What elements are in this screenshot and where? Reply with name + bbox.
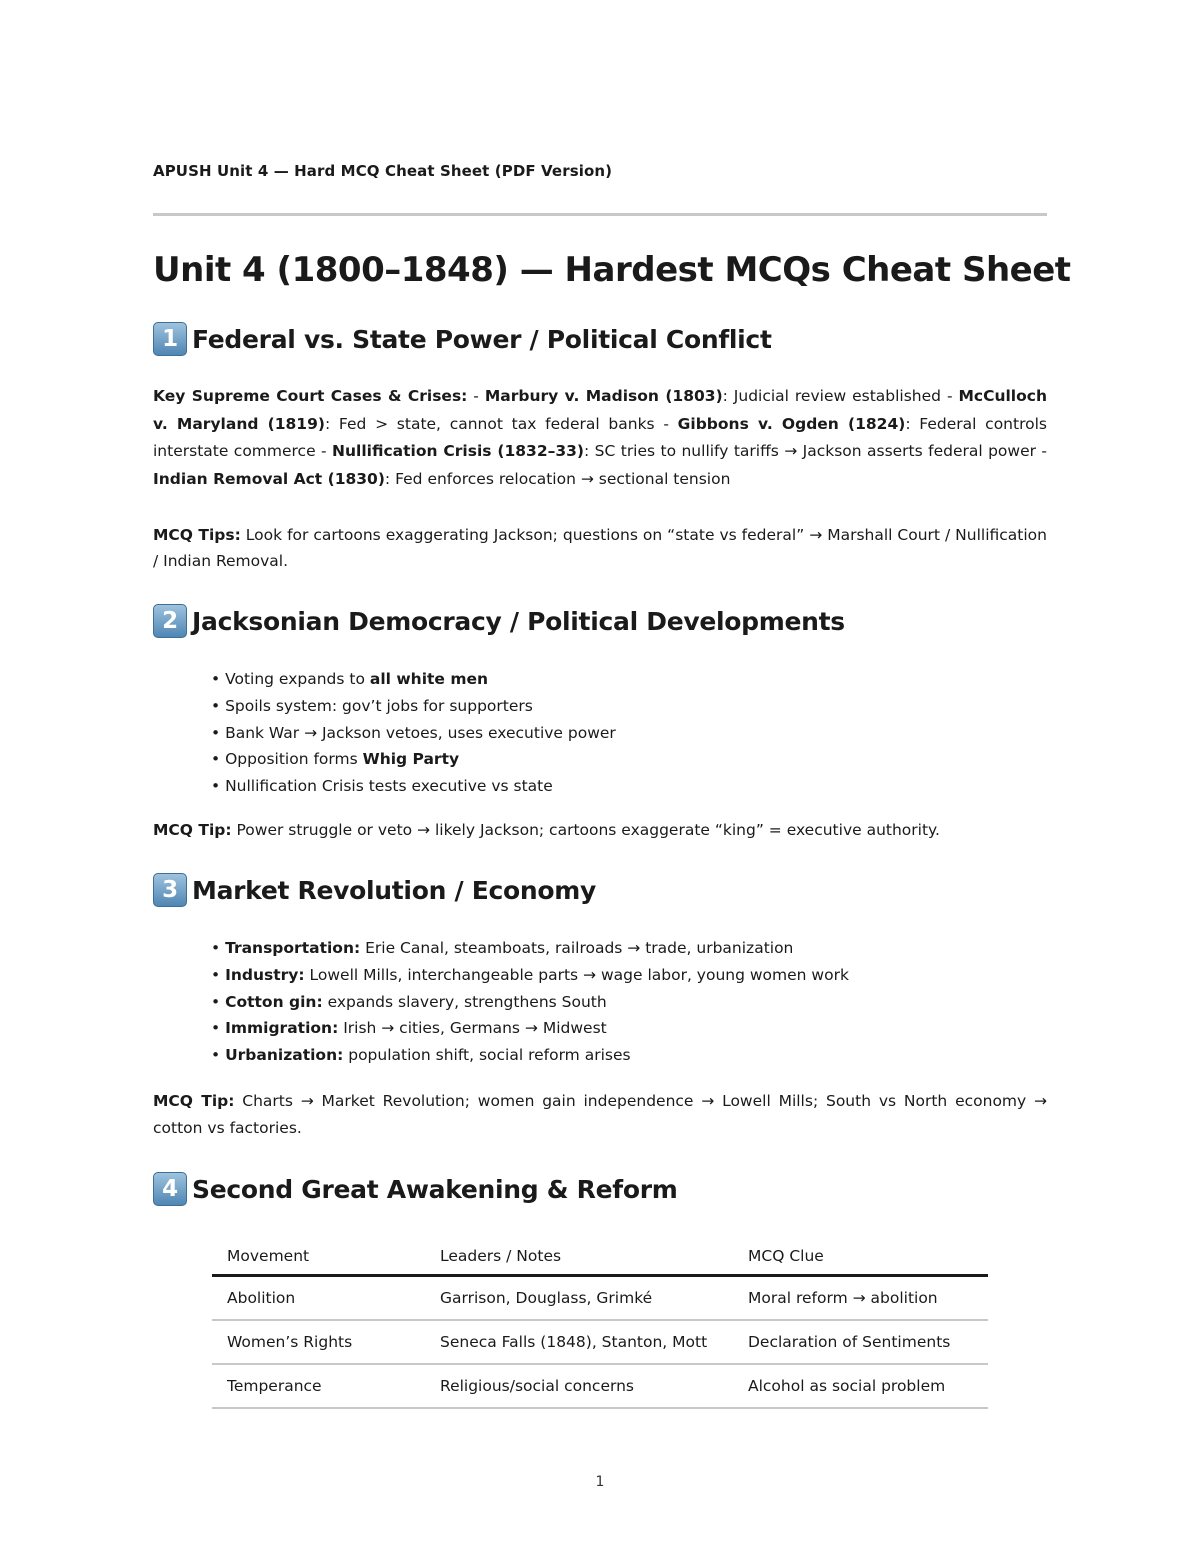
cases-lead: Key Supreme Court Cases & Crises:: [153, 387, 468, 405]
section-3-heading: [153, 873, 596, 907]
keycap-four-icon: 4: [153, 1172, 187, 1206]
table-cell: Garrison, Douglass, Grimké: [425, 1276, 733, 1321]
table-row: [212, 1320, 988, 1364]
list-item: • Immigration: Irish → cities, Germans → Midwest: [211, 1019, 607, 1038]
list-item: • Transportation: Erie Canal, steamboats, railroads → trade, urbanization: [211, 939, 794, 957]
market-revolution-bullet-list: [211, 935, 849, 1069]
tip-text: Power struggle or veto → likely Jackson; cartoons exaggerate “king” = executive authority.: [231, 821, 940, 839]
section-3-tip: [153, 1088, 1047, 1142]
section-1-title: Federal vs. State Power / Political Conflict: [192, 324, 772, 354]
reform-table-container: [212, 1237, 988, 1409]
table-header-row: [212, 1237, 988, 1276]
running-header: APUSH Unit 4 — Hard MCQ Cheat Sheet (PDF Version): [153, 162, 613, 180]
list-item: • Opposition forms Whig Party: [211, 750, 460, 769]
tip-label: MCQ Tip:: [153, 1092, 235, 1110]
case-desc: : Judicial review established: [722, 387, 942, 405]
tip-text: Charts → Market Revolution; women gain independence → Lowell Mills; South vs North economy → cotton vs factories.: [153, 1092, 1048, 1137]
table-cell: Abolition: [212, 1276, 425, 1321]
page-title: Unit 4 (1800–1848) — Hardest MCQs Cheat Sheet: [153, 250, 1071, 290]
tip-label: MCQ Tip:: [153, 821, 232, 839]
court-cases-paragraph: Key Supreme Court Cases & Crises: - Marbury v. Madison (1803): Judicial review established - McCulloch v. Maryland (1819): Fed > state, cannot tax federal banks - Gibbons v. Ogden (1824): Federal controls interstate commerce - Nullification Crisis (1832–33): SC tries to nullify tariffs → Jackson asserts federal power - Indian Removal Act (1830): Fed enforces relocation → sectional tension: [153, 387, 1047, 488]
list-item: • Spoils system: gov’t jobs for supporters: [211, 696, 533, 715]
section-1-tip: [153, 522, 1047, 574]
reform-table: [212, 1237, 988, 1409]
table-row: [212, 1276, 988, 1321]
list-item: • Nullification Crisis tests executive vs state: [211, 777, 553, 796]
table-cell: Moral reform → abolition: [733, 1276, 988, 1321]
tip-text: Look for cartoons exaggerating Jackson; questions on “state vs federal” → Marshall Court / Nullification / Indian Removal.: [153, 526, 1047, 570]
keycap-three-icon: 3: [153, 873, 187, 907]
column-header: Movement: [212, 1237, 425, 1276]
header-divider: [153, 213, 1047, 216]
section-4-title: Second Great Awakening & Reform: [192, 1174, 678, 1204]
case-desc: : Fed enforces relocation → sectional tension: [384, 469, 731, 488]
table-cell: Religious/social concerns: [425, 1364, 733, 1408]
case-name: Marbury v. Madison (1803): [484, 387, 723, 405]
table-row: [212, 1364, 988, 1408]
case-desc: : SC tries to nullify tariffs → Jackson asserts federal power: [584, 442, 1036, 460]
column-header: Leaders / Notes: [425, 1237, 733, 1276]
case-name: Indian Removal Act (1830): [153, 469, 385, 488]
case-name: Gibbons v. Ogden (1824): [677, 414, 906, 433]
keycap-one-icon: 1: [153, 322, 187, 356]
list-item: • Bank War → Jackson vetoes, uses executive power: [211, 723, 616, 742]
table-cell: Declaration of Sentiments: [733, 1320, 988, 1364]
keycap-two-icon: 2: [153, 604, 187, 638]
case-name: Nullification Crisis (1832–33): [332, 442, 585, 460]
table-cell: Seneca Falls (1848), Stanton, Mott: [425, 1320, 733, 1364]
list-item: • Urbanization: population shift, social reform arises: [211, 1046, 631, 1065]
column-header: MCQ Clue: [733, 1237, 988, 1276]
section-3-title: Market Revolution / Economy: [192, 875, 597, 905]
table-cell: Temperance: [212, 1364, 425, 1408]
tip-label: MCQ Tips:: [153, 526, 241, 544]
table-cell: Alcohol as social problem: [733, 1364, 988, 1408]
list-item: • Voting expands to all white men: [211, 670, 489, 688]
list-item: • Industry: Lowell Mills, interchangeable parts → wage labor, young women work: [211, 965, 849, 984]
case-desc: : Fed > state, cannot tax federal banks: [324, 414, 655, 433]
section-4-heading: [153, 1172, 678, 1206]
page-number: 1: [595, 1474, 605, 1490]
case-name: McCulloch v. Maryland (1819): [153, 387, 1047, 433]
list-item: • Cotton gin: expands slavery, strengthens South: [211, 992, 607, 1011]
section-2-tip: [153, 817, 1047, 845]
section-2-heading: [153, 604, 845, 638]
jacksonian-bullet-list: [211, 666, 616, 800]
case-desc: : Federal controls interstate commerce: [153, 414, 1047, 460]
section-1-heading: [153, 322, 772, 356]
table-cell: Women’s Rights: [212, 1320, 425, 1364]
section-2-title: Jacksonian Democracy / Political Developments: [192, 606, 845, 636]
